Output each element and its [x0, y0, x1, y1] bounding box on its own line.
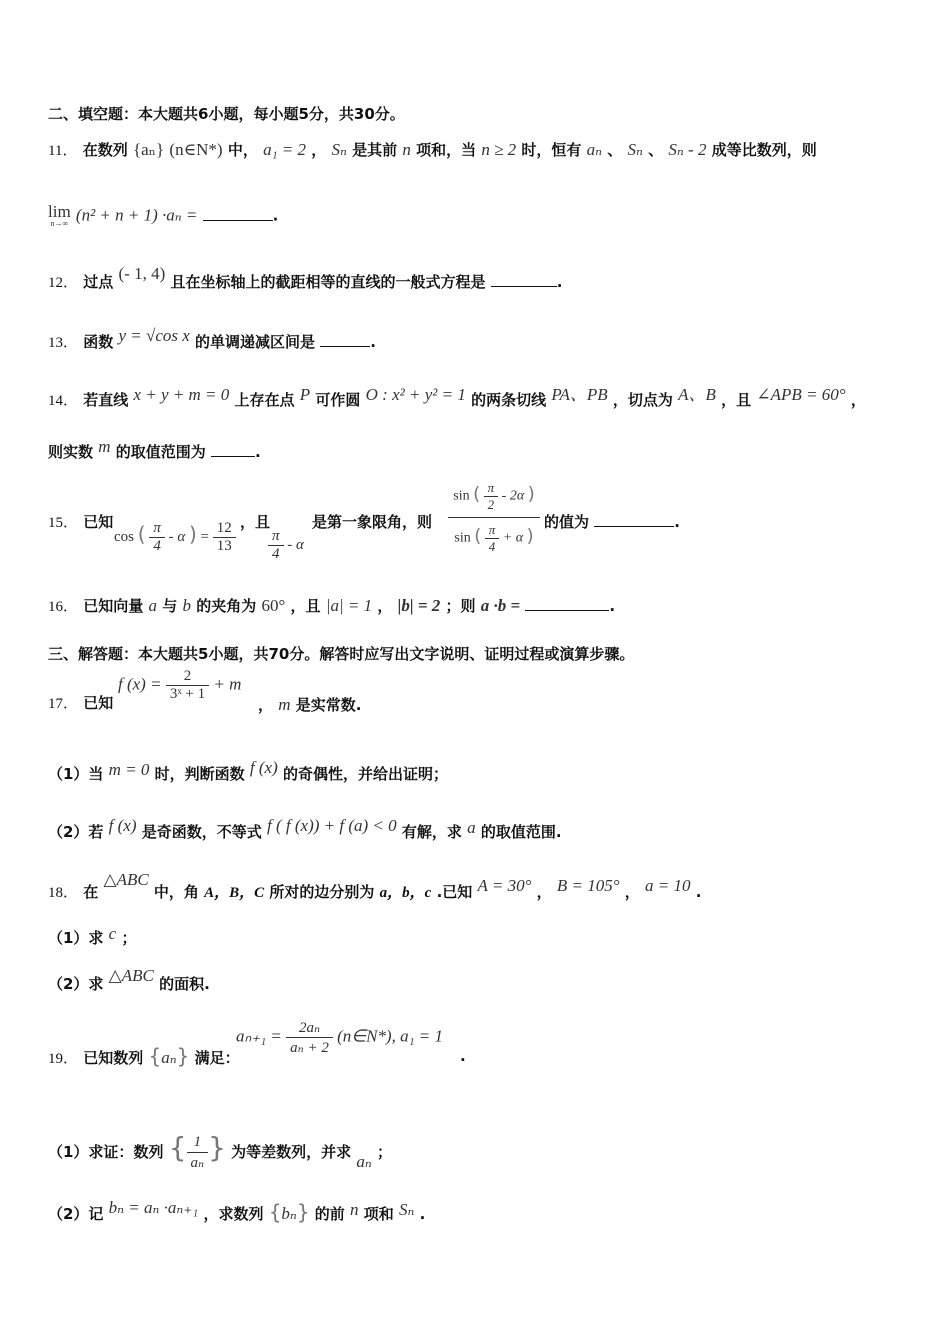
question-14: [48, 385, 866, 411]
q14-text-1: 若直线: [83, 391, 129, 409]
q16-dot-product: a ·b =: [480, 596, 521, 615]
q11-text-5: 项和，当: [416, 141, 477, 159]
q15-cos-expression: cos ( $\frac{\pi}{4}$ - α ) = $\frac{12}{13}$: [114, 520, 236, 555]
q18-p2-triangle: △ABC: [108, 966, 154, 985]
q11-a1: a₁ = 2: [263, 140, 306, 159]
q15-ratio-denominator: sin ( $\frac{\pi}{4}$ + α ): [454, 522, 534, 554]
q11-n-condition: n ≥ 2: [481, 140, 517, 159]
q18-triangle: △ABC: [103, 870, 149, 889]
q14-tangent-points: A、B: [678, 385, 716, 404]
q19-period: .: [460, 1047, 466, 1065]
q17-p2-a: a: [467, 818, 476, 837]
q15-text-3: 是第一象限角，则: [312, 513, 433, 531]
q18-text-4: .已知: [436, 883, 473, 901]
q19-text-1: 已知数列: [83, 1049, 144, 1067]
q19-p2-text-2: ，求数列: [203, 1205, 264, 1223]
q12-text-2: 且在坐标轴上的截距相等的直线的一般式方程是: [170, 273, 486, 291]
question-17: [48, 693, 113, 714]
q17-p1-text-1: （1）当: [48, 765, 104, 783]
q17-p1-f: f (x): [249, 758, 278, 777]
q16-norm-a: |a| = 1: [325, 596, 373, 615]
q18-B: B = 105°: [556, 876, 620, 895]
q16-norm-b: |b| = 2: [397, 596, 441, 615]
q17-p2-text-4: 的取值范围.: [480, 823, 562, 841]
q14-line2-text-1: 则实数: [48, 443, 94, 461]
q19-p2-text-4: 项和: [363, 1205, 394, 1223]
q14-text-4: 的两条切线: [471, 391, 547, 409]
q17-part-2: [48, 816, 562, 842]
q19-part-2: （2）记 bₙ = aₙ ·aₙ₊₁ ，求数列 {bₙ} 的前 n 项和 Sₙ .: [48, 1198, 426, 1224]
q12-point: (- 1, 4): [118, 264, 166, 283]
q13-function: y = √cos x: [118, 326, 190, 345]
q17-function: f (x) = $\frac{2}{\text{3ˣ + 1}}$ + m: [118, 668, 242, 702]
q19-number: 19．: [48, 1051, 79, 1067]
q19-sequence: aₙ: [161, 1048, 177, 1067]
q18-text-2: 中，角: [153, 883, 199, 901]
q11-sep-1: 、: [607, 141, 623, 159]
question-12: [48, 264, 563, 293]
q13-answer-blank[interactable]: [320, 332, 370, 347]
q11-answer-blank[interactable]: [203, 206, 273, 221]
q18-p2-text-1: （2）求: [48, 975, 104, 993]
q18-part-2: [48, 966, 210, 994]
q19-p1-text-1: （1）求证：数列: [48, 1143, 164, 1161]
q18-p1-text-1: （1）求: [48, 929, 104, 947]
q17-p1-m: m = 0: [108, 760, 150, 779]
question-11: [48, 140, 817, 161]
q12-number: 12．: [48, 275, 79, 291]
q11-limit: lim n→∞: [48, 202, 71, 228]
q19-p2-sequence: bₙ: [281, 1204, 297, 1223]
q17-p2-text-1: （2）若: [48, 823, 104, 841]
q15-ratio: [448, 480, 540, 555]
q14-text-6: ，且: [721, 391, 752, 409]
q14-text-7: ，: [850, 391, 866, 409]
q15-text-1: 已知: [83, 513, 114, 531]
q17-number: 17．: [48, 696, 79, 712]
q14-line2-text-2: 的取值范围为: [115, 443, 206, 461]
q17-text-2: ， m 是实常数.: [258, 695, 362, 714]
q11-number: 11．: [48, 143, 78, 159]
q13-text-2: 的单调递减区间是: [195, 333, 316, 351]
q14-m: m: [98, 437, 111, 456]
q14-text-5: ，切点为: [612, 391, 673, 409]
q17-p1-text-2: 时，判断函数: [154, 765, 245, 783]
q14-point-P: P: [299, 385, 311, 404]
q13-period: .: [370, 333, 376, 351]
q13-text-1: 函数: [83, 333, 114, 351]
section-3-heading: 三、解答题：本大题共5小题，共70分。解答时应写出文字说明、证明过程或演算步骤。: [48, 645, 635, 663]
q14-text-3: 可作圆: [315, 391, 361, 409]
q15-angle-expression: $\frac{\pi}{4}$ - α: [268, 528, 304, 563]
q18-number: 18．: [48, 885, 79, 901]
q11-Sn-minus-2: Sₙ - 2: [668, 140, 707, 159]
q19-p1-text-3: ；: [377, 1143, 393, 1161]
q11-sep-2: 、: [648, 141, 664, 159]
q15-text-2: ，且: [240, 513, 271, 531]
q16-text-1: 已知向量: [83, 597, 144, 615]
q11-text-4: 是其前: [352, 141, 398, 159]
question-13: [48, 326, 376, 353]
q19-text-2: 满足：: [194, 1049, 240, 1067]
q19-recurrence: aₙ₊₁ = $\frac{\text{2aₙ}}{\text{aₙ + 2}}$ (n∈N*), a₁ = 1: [236, 1020, 443, 1056]
q17-text-1: 已知: [83, 694, 114, 712]
question-19: 19． 已知数列 {aₙ} 满足：: [48, 1044, 240, 1068]
q18-angles: A，B，C: [204, 885, 265, 901]
section-2-heading: 二、填空题：本大题共6小题，每小题5分，共30分。: [48, 105, 405, 123]
q15-number: 15．: [48, 515, 79, 531]
q16-angle: 60°: [261, 596, 286, 615]
q14-answer-blank[interactable]: [211, 442, 255, 457]
q11-text-1: 在数列: [82, 141, 128, 159]
q19-p1-an: aₙ: [356, 1152, 372, 1171]
q16-vector-b: b: [182, 596, 191, 615]
q18-p2-text-2: 的面积.: [159, 975, 210, 993]
q11-sequence: {aₙ}: [132, 140, 165, 159]
q12-text-1: 过点: [83, 273, 114, 291]
q11-condition: (n∈N*): [169, 140, 223, 159]
q16-text-4: ，且: [290, 597, 321, 615]
q18-sides: a，b，c: [379, 885, 432, 901]
q14-line-2: [48, 437, 261, 462]
q15-answer-blank[interactable]: [594, 512, 674, 527]
q11-n: n: [402, 140, 411, 159]
question-18: 18． 在 △ABC 中，角 A，B，C 所对的边分别为 a，b，c .已知 A = 30° ， B = 105° ， a = 10 .: [48, 870, 702, 901]
q18-p1-c: c: [108, 924, 117, 943]
q11-text-6: 时，恒有: [521, 141, 582, 159]
q16-text-6: ；则: [445, 597, 476, 615]
q11-text-2: 中，: [227, 141, 258, 159]
q18-part-1: [48, 924, 137, 948]
q16-number: 16．: [48, 599, 79, 615]
q16-text-3: 的夹角为: [196, 597, 257, 615]
q14-tangents: PA、PB: [551, 385, 608, 404]
q12-answer-blank[interactable]: [491, 272, 557, 287]
q19-p1-text-2: 为等差数列，并求: [231, 1143, 352, 1161]
q12-period: .: [556, 273, 563, 291]
q17-p2-inequality: f ( f (x)) + f (a) < 0: [267, 816, 397, 835]
q19-p2-bn: bₙ = aₙ ·aₙ₊₁: [108, 1198, 199, 1217]
q14-text-2: 上存在点: [234, 391, 295, 409]
q17-p1-text-3: 的奇偶性，并给出证明；: [282, 765, 448, 783]
q11-text-7: 成等比数列，则: [711, 141, 817, 159]
q15-ratio-numerator: sin ( $\frac{\pi}{2}$ - 2α ): [448, 480, 540, 518]
q16-answer-blank[interactable]: [525, 596, 609, 611]
q11-Sn: Sₙ: [331, 140, 347, 159]
q16-period: .: [609, 597, 616, 615]
q11-Sn-2: Sₙ: [627, 140, 643, 159]
q19-part-1: （1）求证：数列 { $\frac{1}{\text{aₙ}}$ } 为等差数列，并求 aₙ ；: [48, 1131, 393, 1171]
q18-a: a = 10: [645, 876, 691, 895]
q17-part-1: [48, 758, 448, 784]
q19-p2-Sn: Sₙ: [399, 1200, 415, 1219]
q14-circle: O : x² + y² = 1: [365, 385, 466, 404]
q18-text-3: 所对的边分别为: [269, 883, 375, 901]
q14-angle: ∠APB = 60°: [756, 385, 846, 404]
q11-limit-expression: (n² + n + 1) ·aₙ =: [75, 205, 198, 225]
q11-period: .: [272, 206, 279, 225]
q11-an: aₙ: [586, 140, 603, 159]
q16-text-2: 与: [162, 597, 178, 615]
q17-p2-text-2: 是奇函数，不等式: [141, 823, 262, 841]
q13-number: 13．: [48, 335, 79, 351]
q19-p2-text-3: 的前: [314, 1205, 345, 1223]
q15-text-4: 的值为 .: [544, 513, 680, 531]
q17-p2-text-3: 有解，求: [401, 823, 462, 841]
q11-limit-line: [48, 204, 278, 228]
question-16: [48, 596, 615, 617]
q17-p2-f: f (x): [108, 816, 137, 835]
q14-period: .: [255, 443, 261, 461]
question-15: [48, 512, 113, 533]
q18-A: A = 30°: [477, 876, 532, 895]
q19-p2-n: n: [350, 1200, 359, 1219]
q16-vector-a: a: [148, 596, 157, 615]
q14-number: 14．: [48, 393, 79, 409]
q16-text-5: ，: [377, 597, 393, 615]
q11-text-3: ，: [311, 141, 327, 159]
q18-text-1: 在: [83, 883, 99, 901]
q14-line-equation: x + y + m = 0: [133, 385, 230, 404]
q19-p2-text-1: （2）记: [48, 1205, 104, 1223]
q18-p1-text-2: ；: [121, 929, 137, 947]
